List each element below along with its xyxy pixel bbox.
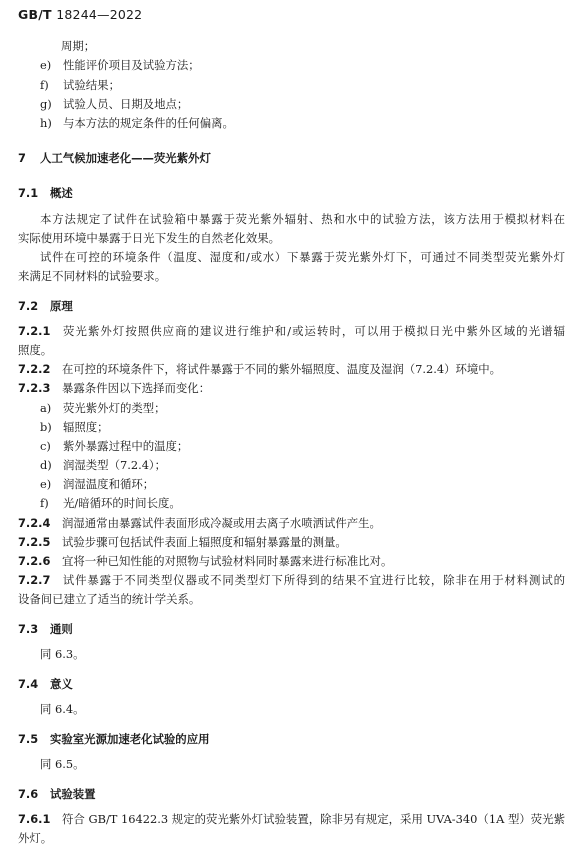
subsection-number: 7.2 <box>18 299 39 313</box>
subsection-heading <box>18 677 73 691</box>
subsection-title: 实验室光源加速老化试验的应用 <box>50 732 210 746</box>
list-continuation: 周期； <box>61 39 96 53</box>
list-item-text: 性能评价项目及试验方法； <box>63 58 200 72</box>
clause-number: 7.2.4 <box>18 516 51 530</box>
paragraph-line: 同 6.4。 <box>40 702 85 716</box>
subsection-heading <box>18 299 73 313</box>
section-title: 人工气候加速老化——荧光紫外灯 <box>40 151 211 165</box>
subsection-number: 7.5 <box>18 732 39 746</box>
clause-line <box>18 381 210 395</box>
clause-line: 外灯。 <box>18 831 53 845</box>
list-item-label: f) <box>40 78 49 92</box>
section-heading <box>18 151 211 165</box>
paragraph-line: 实际使用环境中暴露于日光下发生的自然老化效果。 <box>18 231 280 245</box>
list-item-text: 试验人员、日期及地点； <box>63 97 189 111</box>
clause-number: 7.2.7 <box>18 573 51 587</box>
paragraph-line: 同 6.5。 <box>40 757 85 771</box>
list-item-label: d) <box>40 458 52 472</box>
clause-text: 试验步骤可包括试件表面上辐照度和辐射暴露量的测量。 <box>62 535 347 549</box>
list-item-label: g) <box>40 97 52 111</box>
list-item-text: 紫外暴露过程中的温度； <box>63 439 189 453</box>
list-item-label: e) <box>40 477 52 491</box>
list-item-label: b) <box>40 420 52 434</box>
page-header <box>18 7 142 22</box>
subsection-title: 通则 <box>50 622 73 636</box>
list-item-text: 荧光紫外灯的类型； <box>63 401 166 415</box>
list-item-text: 与本方法的规定条件的任何偏离。 <box>63 116 234 130</box>
list-item <box>40 420 109 434</box>
list-item-label: e) <box>40 58 52 72</box>
list-item <box>40 458 166 472</box>
paragraph-line: 同 6.3。 <box>40 647 85 661</box>
list-item <box>40 401 166 415</box>
list-item-text: 润湿温度和循环； <box>63 477 155 491</box>
paragraph-line: 试件在可控的环境条件（温度、湿度和/或水）下暴露于荧光紫外灯下，可通过不同类型荧光紫外灯 <box>40 250 565 264</box>
clause-line: 设备间已建立了适当的统计学关系。 <box>18 592 201 606</box>
clause-line: 照度。 <box>18 343 53 357</box>
clause-text: 试件暴露于不同类型仪器或不同类型灯下所得到的结果不宜进行比较，除非在用于材料测试的 <box>62 573 565 587</box>
subsection-number: 7.6 <box>18 787 39 801</box>
list-item-label: f) <box>40 496 49 510</box>
subsection-title: 试验装置 <box>50 787 96 801</box>
clause-line <box>18 324 565 338</box>
clause-line <box>18 516 381 530</box>
subsection-number: 7.4 <box>18 677 39 691</box>
paragraph-line: 来满足不同材料的试验要求。 <box>18 269 167 283</box>
paragraph-line: 本方法规定了试件在试验箱中暴露于荧光紫外辐射、热和水中的试验方法，该方法用于模拟材料在 <box>40 212 565 226</box>
list-item-text: 辐照度； <box>63 420 109 434</box>
list-item <box>40 439 188 453</box>
list-item-label: a) <box>40 401 52 415</box>
list-item <box>40 477 154 491</box>
list-item-label: h) <box>40 116 52 130</box>
clause-number: 7.2.5 <box>18 535 51 549</box>
list-item <box>40 496 181 510</box>
list-item-text: 润湿类型（7.2.4）； <box>63 458 167 472</box>
clause-line <box>18 554 392 568</box>
clause-number: 7.2.1 <box>18 324 51 338</box>
clause-number: 7.2.2 <box>18 362 51 376</box>
clause-line <box>18 573 565 587</box>
subsection-heading <box>18 186 73 200</box>
subsection-number: 7.3 <box>18 622 39 636</box>
list-item-label: c) <box>40 439 51 453</box>
list-item <box>40 116 234 130</box>
clause-text: 符合 GB/T 16422.3 规定的荧光紫外灯试验装置，除非另有规定，采用 UVA-340（1A 型）荧光紫 <box>62 812 565 826</box>
standard-number: 18244—2022 <box>56 7 143 22</box>
list-item <box>40 78 120 92</box>
clause-text: 润湿通常由暴露试件表面形成冷凝或用去离子水喷洒试件产生。 <box>62 516 381 530</box>
list-item-text: 光/暗循环的时间长度。 <box>63 496 181 510</box>
clause-text: 暴露条件因以下选择而变化： <box>62 381 211 395</box>
clause-number: 7.2.3 <box>18 381 51 395</box>
subsection-title: 意义 <box>50 677 73 691</box>
subsection-number: 7.1 <box>18 186 39 200</box>
clause-line <box>18 362 501 376</box>
subsection-title: 概述 <box>50 186 73 200</box>
clause-line <box>18 535 347 549</box>
subsection-heading <box>18 732 209 746</box>
standard-code: GB/T <box>18 7 52 22</box>
clause-text: 荧光紫外灯按照供应商的建议进行维护和/或运转时，可以用于模拟日光中紫外区域的光谱辐 <box>62 324 565 338</box>
clause-number: 7.2.6 <box>18 554 51 568</box>
clause-text: 在可控的环境条件下，将试件暴露于不同的紫外辐照度、温度及湿润（7.2.4）环境中。 <box>62 362 502 376</box>
clause-number: 7.6.1 <box>18 812 51 826</box>
list-item <box>40 97 188 111</box>
clause-line <box>18 812 565 826</box>
subsection-title: 原理 <box>50 299 73 313</box>
list-item-text: 试验结果； <box>63 78 120 92</box>
list-item <box>40 58 200 72</box>
section-number: 7 <box>18 151 26 165</box>
clause-text: 宜将一种已知性能的对照物与试验材料同时暴露来进行标准比对。 <box>62 554 393 568</box>
subsection-heading <box>18 622 73 636</box>
subsection-heading <box>18 787 96 801</box>
